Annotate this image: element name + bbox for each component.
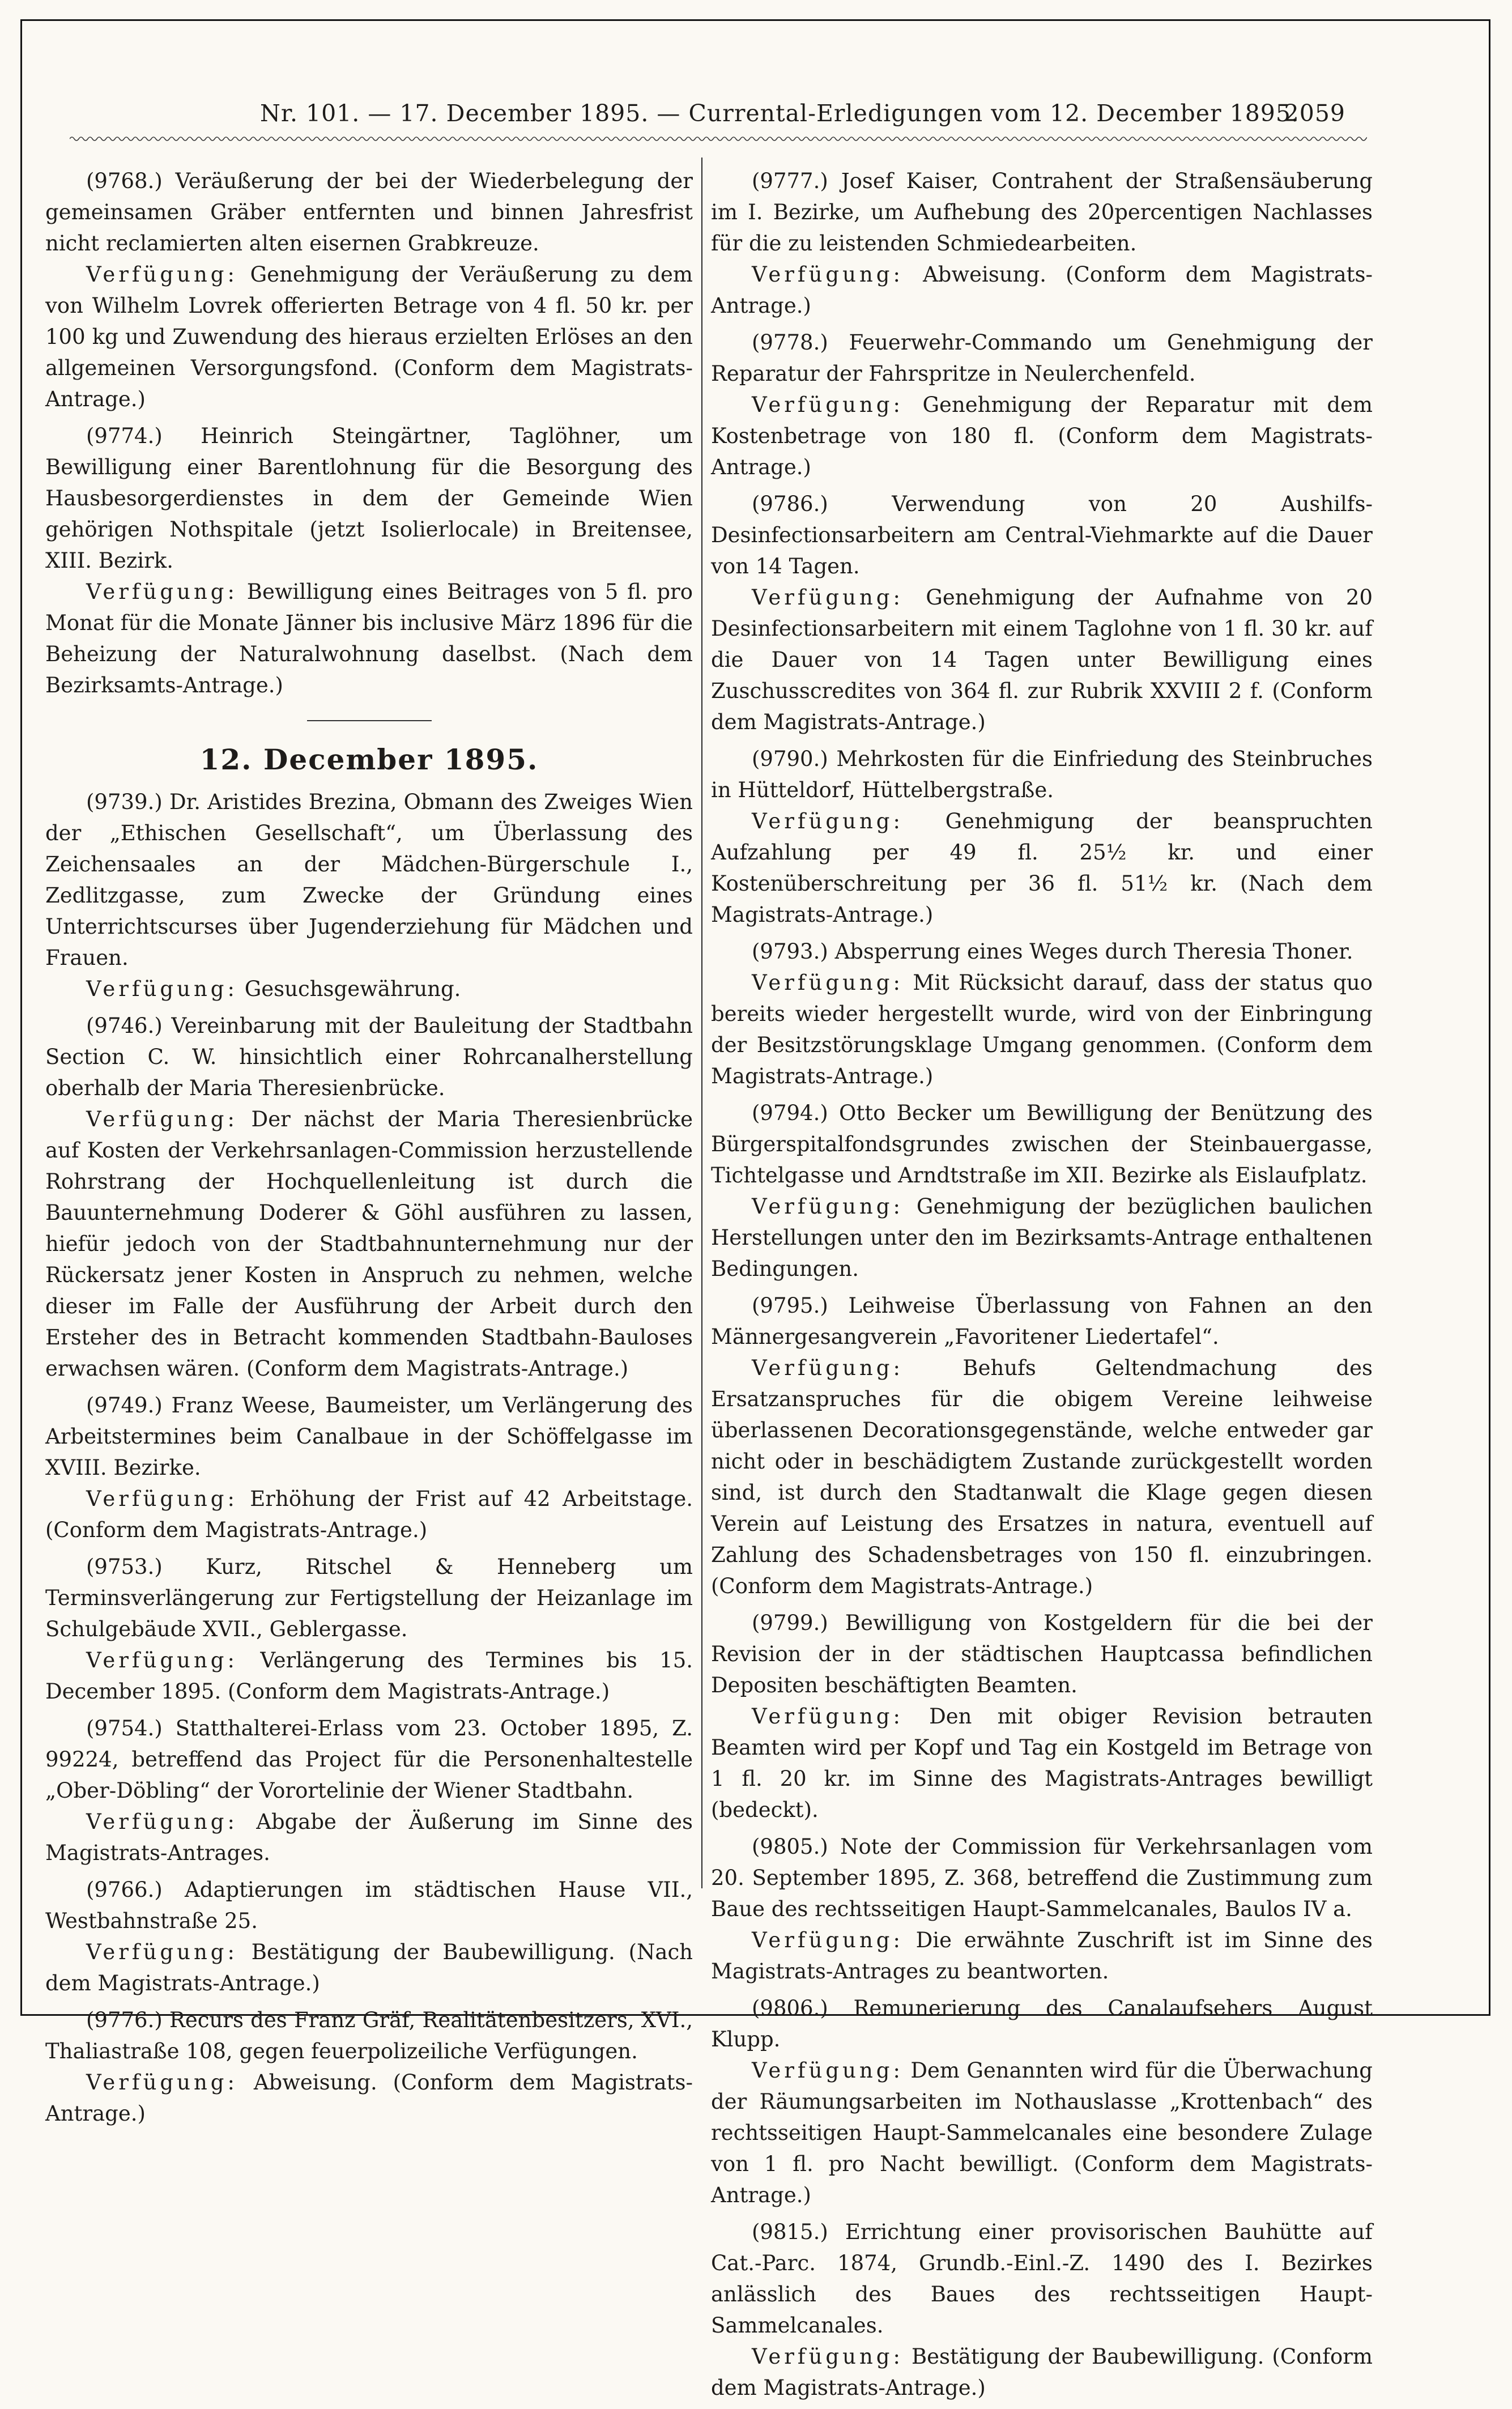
entry-subject xyxy=(45,786,693,973)
minutes-entry xyxy=(45,1390,693,1546)
left-entries-before xyxy=(45,165,693,701)
minutes-entry xyxy=(45,1713,693,1869)
decision-label: Verfügung: xyxy=(86,2070,238,2095)
decision-label: Verfügung: xyxy=(752,262,904,287)
decision-label: Verfügung: xyxy=(86,1810,238,1834)
entry-decision xyxy=(711,1925,1373,1987)
minutes-entry xyxy=(45,786,693,1005)
right-column xyxy=(711,165,1373,2409)
entry-subject xyxy=(711,165,1373,259)
entry-subject xyxy=(711,936,1373,967)
minutes-entry xyxy=(45,1874,693,1999)
decision-text: Bestätigung der Baubewilligung. (Nach dem Magistrats-Antrage.) xyxy=(45,1940,693,1995)
entry-subject xyxy=(45,1390,693,1483)
entry-subject xyxy=(45,1713,693,1806)
entry-decision xyxy=(711,967,1373,1092)
entry-number: (9799.) xyxy=(752,1611,828,1635)
left-column xyxy=(45,165,693,2135)
decision-label: Verfügung: xyxy=(86,977,238,1001)
entry-subject xyxy=(711,1097,1373,1191)
decision-label: Verfügung: xyxy=(752,585,904,610)
entry-text: Bewilligung von Kostgeldern für die bei der Revision der in der städtischen Hauptcassa befindlichen Depositen beschäftigten Beamten. xyxy=(711,1611,1373,1697)
entry-number: (9768.) xyxy=(86,169,163,193)
entry-subject xyxy=(45,1874,693,1936)
entry-subject xyxy=(45,2004,693,2067)
entry-subject xyxy=(711,1290,1373,1352)
entry-text: Otto Becker um Bewilligung der Benützung des Bürgerspitalfondsgrundes zwischen der Steinbauergasse, Tichtelgasse und Arndtstraße im XII. Bezirke als Eislaufplatz. xyxy=(711,1101,1373,1188)
minutes-entry xyxy=(45,1010,693,1384)
entry-decision xyxy=(45,1483,693,1546)
minutes-entry xyxy=(711,165,1373,321)
decision-text: Behufs Geltendmachung des Ersatzanspruches für die obigem Vereine leihweise überlassenen Decorationsgegenstände, welche entweder gar nicht oder in beschädigtem Zustande zurückgestellt worden sind, ist durch den Stadtanwalt die Klage gegen diesen Verein auf Leistung des Ersatzes in natura, eventuell auf Zahlung des Schadensbetrages von 150 fl. einzubringen. (Conform dem Magistrats-Antrage.) xyxy=(711,1356,1373,1598)
entry-decision xyxy=(711,1701,1373,1825)
decision-text: Die erwähnte Zuschrift ist im Sinne des Magistrats-Antrages zu beantworten. xyxy=(711,1928,1373,1984)
decision-label: Verfügung: xyxy=(752,1928,904,1952)
entry-decision xyxy=(45,973,693,1005)
section-divider xyxy=(307,720,432,721)
decision-label: Verfügung: xyxy=(752,393,904,417)
entry-decision xyxy=(45,2067,693,2129)
decision-text: Gesuchsgewährung. xyxy=(244,977,461,1001)
decision-text: Abweisung. (Conform dem Magistrats-Antrage.) xyxy=(45,2070,693,2126)
minutes-entry xyxy=(45,420,693,701)
entry-number: (9805.) xyxy=(752,1835,828,1859)
entry-number: (9777.) xyxy=(752,169,828,193)
decision-text: Verlängerung des Termines bis 15. December 1895. (Conform dem Magistrats-Antrage.) xyxy=(45,1648,693,1704)
entry-number: (9739.) xyxy=(86,790,163,814)
entry-text: Statthalterei-Erlass vom 23. October 1895, Z. 99224, betreffend das Project für die Personenhaltestelle „Ober-Döbling“ der Vorortelinie der Wiener Stadtbahn. xyxy=(45,1716,693,1803)
entry-decision xyxy=(711,582,1373,738)
entry-number: (9790.) xyxy=(752,747,828,771)
entry-decision xyxy=(45,1936,693,1999)
entry-number: (9749.) xyxy=(86,1393,163,1418)
entry-decision xyxy=(711,1352,1373,1602)
minutes-entry xyxy=(45,165,693,415)
minutes-entry xyxy=(711,1290,1373,1602)
decision-text: Bestätigung der Baubewilligung. (Conform dem Magistrats-Antrage.) xyxy=(711,2344,1373,2400)
minutes-entry xyxy=(711,1097,1373,1284)
decision-text: Genehmigung der Veräußerung zu dem von Wilhelm Lovrek offerierten Betrage von 4 fl. 50 kr. per 100 kg und Zuwendung des hieraus erzielten Erlöses an den allgemeinen Versorgungsfond. (Conform dem Magistrats-Antrage.) xyxy=(45,262,693,411)
decision-text: Erhöhung der Frist auf 42 Arbeitstage. (Conform dem Magistrats-Antrage.) xyxy=(45,1487,693,1542)
entry-decision xyxy=(711,2055,1373,2211)
left-entries-after xyxy=(45,786,693,2129)
entry-number: (9778.) xyxy=(752,330,828,355)
page-header xyxy=(76,100,1345,134)
entry-number: (9786.) xyxy=(752,492,828,516)
entry-subject xyxy=(711,1607,1373,1701)
entry-number: (9754.) xyxy=(86,1716,163,1740)
entry-text: Vereinbarung mit der Bauleitung der Stadtbahn Section C. W. hinsichtlich einer Rohrcanalherstellung oberhalb der Maria Theresienbrücke. xyxy=(45,1014,693,1100)
entry-decision xyxy=(711,389,1373,483)
decision-label: Verfügung: xyxy=(86,580,238,604)
entry-text: Verwendung von 20 Aushilfs-Desinfectionsarbeitern am Central-Viehmarkte auf die Dauer von 14 Tagen. xyxy=(711,492,1373,578)
page-number: 2059 xyxy=(1284,100,1345,127)
entry-decision xyxy=(711,806,1373,930)
entry-text: Veräußerung der bei der Wiederbelegung der gemeinsamen Gräber entfernten und binnen Jahresfrist nicht reclamierten alten eisernen Grabkreuze. xyxy=(45,169,693,256)
entry-number: (9776.) xyxy=(86,2008,163,2032)
minutes-entry xyxy=(711,1607,1373,1825)
decision-label: Verfügung: xyxy=(86,262,238,287)
entry-number: (9766.) xyxy=(86,1878,163,1902)
entry-text: Dr. Aristides Brezina, Obmann des Zweiges Wien der „Ethischen Gesellschaft“, um Überlassung des Zeichensaales an der Mädchen-Bürgerschule I., Zedlitzgasse, zum Zwecke der Gründung eines Unterrichtscurses über Jugenderziehung für Mädchen und Frauen. xyxy=(45,790,693,970)
entry-subject xyxy=(45,1551,693,1645)
entry-text: Heinrich Steingärtner, Taglöhner, um Bewilligung einer Barentlohnung für die Besorgung des Hausbesorgerdienstes in dem der Gemeinde Wien gehörigen Nothspitale (jetzt Isolierlocale) in Breitensee, XIII. Bezirk. xyxy=(45,424,693,573)
decision-text: Abgabe der Äußerung im Sinne des Magistrats-Antrages. xyxy=(45,1810,693,1865)
entry-text: Adaptierungen im städtischen Hause VII., Westbahnstraße 25. xyxy=(45,1878,693,1933)
decision-text: Den mit obiger Revision betrauten Beamten wird per Kopf und Tag ein Kostgeld im Betrage von 1 fl. 20 kr. im Sinne des Magistrats-Antrages bewilligt (bedeckt). xyxy=(711,1704,1373,1822)
minutes-entry xyxy=(711,327,1373,483)
entry-number: (9746.) xyxy=(86,1014,163,1038)
header-title: Nr. 101. — 17. December 1895. — Currental-Erledigungen vom 12. December 1895. xyxy=(260,100,1299,127)
minutes-entry xyxy=(711,1831,1373,1987)
decision-text: Der nächst der Maria Theresienbrücke auf Kosten der Verkehrsanlagen-Commission herzustellende Rohrstrang der Hochquellenleitung ist durch die Bauunternehmung Doderer & Göhl ausführen zu lassen, hiefür jedoch von der Stadtbahnunternehmung nur der Rückersatz jener Kosten in Anspruch zu nehmen, welche dieser im Falle der Ausführung der Arbeit durch den Ersteher des in Betracht kommenden Stadtbahn-Bauloses erwachsen wären. (Conform dem Magistrats-Antrage.) xyxy=(45,1107,693,1381)
decision-text: Genehmigung der Aufnahme von 20 Desinfectionsarbeitern mit einem Taglohne von 1 fl. 30 kr. auf die Dauer von 14 Tagen unter Bewilligung eines Zuschusscredites von 364 fl. zur Rubrik XXVIII 2 f. (Conform dem Magistrats-Antrage.) xyxy=(711,585,1373,734)
entry-subject xyxy=(45,420,693,576)
entry-text: Feuerwehr-Commando um Genehmigung der Reparatur der Fahrspritze in Neulerchenfeld. xyxy=(711,330,1373,386)
minutes-entry xyxy=(45,2004,693,2129)
decision-label: Verfügung: xyxy=(86,1648,238,1672)
decision-label: Verfügung: xyxy=(752,809,904,833)
entry-subject xyxy=(45,165,693,259)
entry-number: (9794.) xyxy=(752,1101,828,1125)
entry-number: (9774.) xyxy=(86,424,163,448)
entry-number: (9793.) xyxy=(752,939,828,964)
entry-subject xyxy=(711,1993,1373,2055)
entry-text: Errichtung einer provisorischen Bauhütte auf Cat.-Parc. 1874, Grundb.-Einl.-Z. 1490 des I. Bezirkes anlässlich des Baues des rechtsseitigen Haupt-Sammelcanales. xyxy=(711,2220,1373,2338)
minutes-entry xyxy=(45,1551,693,1707)
entry-subject xyxy=(711,2216,1373,2341)
entry-subject xyxy=(711,1831,1373,1925)
decision-label: Verfügung: xyxy=(86,1487,238,1511)
entry-text: Recurs des Franz Gräf, Realitätenbesitzers, XVI., Thaliastraße 108, gegen feuerpolizeiliche Verfügungen. xyxy=(45,2008,693,2063)
entry-text: Franz Weese, Baumeister, um Verlängerung des Arbeitstermines beim Canalbaue in der Schöffelgasse im XVIII. Bezirke. xyxy=(45,1393,693,1480)
minutes-entry xyxy=(711,1993,1373,2211)
entry-decision xyxy=(45,1806,693,1869)
entry-text: Kurz, Ritschel & Henneberg um Terminsverlängerung zur Fertigstellung der Heizanlage im Schulgebäude XVII., Geblergasse. xyxy=(45,1555,693,1641)
decision-label: Verfügung: xyxy=(752,971,904,995)
decision-text: Bewilligung eines Beitrages von 5 fl. pro Monat für die Monate Jänner bis inclusive März 1896 für die Beheizung der Naturalwohnung daselbst. (Nach dem Bezirksamts-Antrage.) xyxy=(45,580,693,697)
entry-subject xyxy=(711,488,1373,582)
entry-text: Note der Commission für Verkehrsanlagen vom 20. September 1895, Z. 368, betreffend die Zustimmung zum Baue des rechtsseitigen Haupt-Sammelcanales, Baulos IV a. xyxy=(711,1835,1373,1921)
entry-number: (9806.) xyxy=(752,1996,828,2020)
entry-subject xyxy=(711,743,1373,806)
decision-text: Genehmigung der Reparatur mit dem Kostenbetrage von 180 fl. (Conform dem Magistrats-Antrage.) xyxy=(711,393,1373,479)
decision-text: Dem Genannten wird für die Überwachung der Räumungsarbeiten im Nothauslasse „Krottenbach“ des rechtsseitigen Haupt-Sammelcanales eine besondere Zulage von 1 fl. pro Nacht bewilligt. (Conform dem Magistrats-Antrage.) xyxy=(711,2058,1373,2207)
column-separator xyxy=(701,158,702,1888)
entry-text: Leihweise Überlassung von Fahnen an den Männergesangverein „Favoritener Liedertafel“. xyxy=(711,1293,1373,1349)
entry-text: Mehrkosten für die Einfriedung des Steinbruches in Hütteldorf, Hüttelbergstraße. xyxy=(711,747,1373,802)
minutes-entry xyxy=(711,936,1373,1092)
decision-text: Genehmigung der beanspruchten Aufzahlung per 49 fl. 25½ kr. und einer Kostenüberschreitung per 36 fl. 51½ kr. (Nach dem Magistrats-Antrage.) xyxy=(711,809,1373,927)
entry-decision xyxy=(711,1191,1373,1284)
header-wavy-rule xyxy=(70,135,1367,143)
decision-text: Genehmigung der bezüglichen baulichen Herstellungen unter den im Bezirksamts-Antrage enthaltenen Bedingungen. xyxy=(711,1194,1373,1281)
entry-decision xyxy=(711,2341,1373,2403)
entry-decision xyxy=(45,1645,693,1707)
entry-number: (9753.) xyxy=(86,1555,163,1579)
minutes-entry xyxy=(711,743,1373,930)
decision-label: Verfügung: xyxy=(752,1356,904,1380)
right-entries xyxy=(711,165,1373,2403)
minutes-entry xyxy=(711,2216,1373,2403)
decision-label: Verfügung: xyxy=(752,2344,904,2369)
entry-text: Josef Kaiser, Contrahent der Straßensäuberung im I. Bezirke, um Aufhebung des 20percentigen Nachlasses für die zu leistenden Schmiedearbeiten. xyxy=(711,169,1373,256)
entry-number: (9795.) xyxy=(752,1293,828,1318)
decision-label: Verfügung: xyxy=(752,1704,904,1729)
entry-subject xyxy=(45,1010,693,1104)
entry-text: Absperrung eines Weges durch Theresia Thoner. xyxy=(834,939,1353,964)
entry-decision xyxy=(45,1104,693,1384)
entry-decision xyxy=(45,259,693,415)
minutes-entry xyxy=(711,488,1373,738)
entry-subject xyxy=(711,327,1373,389)
decision-label: Verfügung: xyxy=(86,1940,238,1964)
entry-decision xyxy=(45,576,693,701)
entry-decision xyxy=(711,259,1373,321)
entry-number: (9815.) xyxy=(752,2220,828,2244)
decision-label: Verfügung: xyxy=(752,2058,904,2083)
decision-label: Verfügung: xyxy=(86,1107,238,1131)
entry-text: Remunerierung des Canalaufsehers August Klupp. xyxy=(711,1996,1373,2052)
decision-text: Mit Rücksicht darauf, dass der status quo bereits wieder hergestellt wurde, wird von der Einbringung der Besitzstörungsklage Umgang genommen. (Conform dem Magistrats-Antrage.) xyxy=(711,971,1373,1088)
decision-label: Verfügung: xyxy=(752,1194,904,1219)
decision-text: Abweisung. (Conform dem Magistrats-Antrage.) xyxy=(711,262,1373,318)
date-heading: 12. December 1895. xyxy=(199,743,539,776)
